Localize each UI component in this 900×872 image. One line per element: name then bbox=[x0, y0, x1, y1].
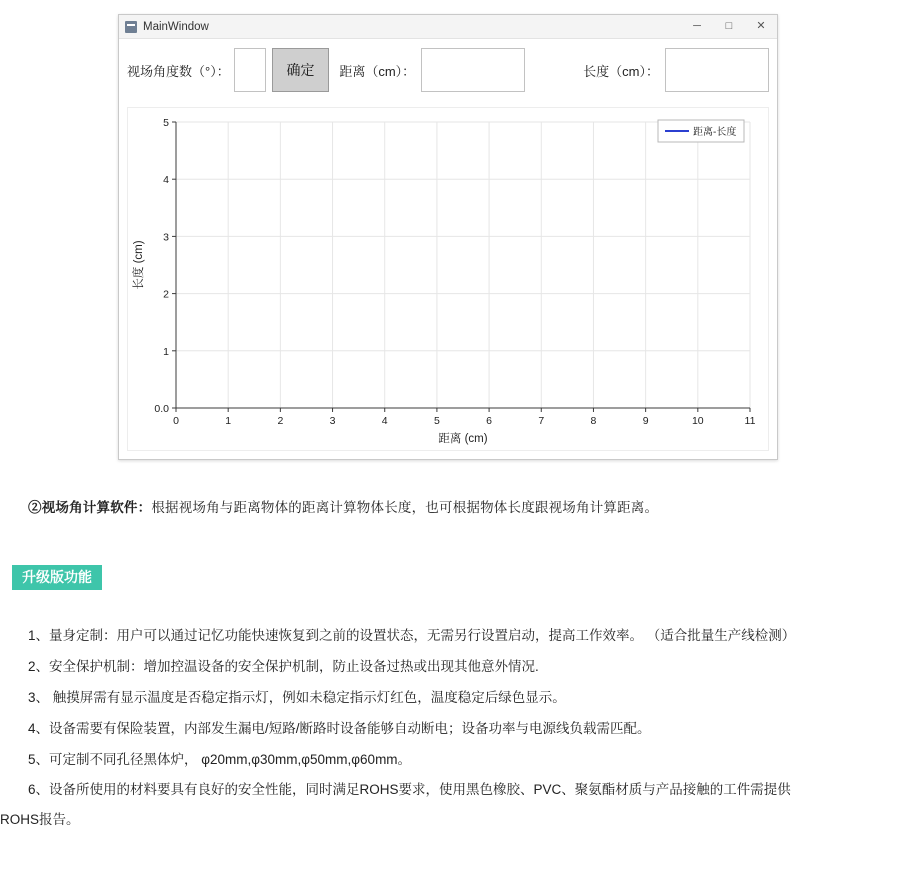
feature-list bbox=[0, 620, 900, 835]
software-caption bbox=[28, 496, 658, 516]
list-item: 4、设备需要有保险装置，内部发生漏电/短路/断路时设备能够自动断电；设备功率与电源线负载需匹配。 bbox=[28, 721, 651, 736]
chart-legend bbox=[658, 120, 744, 142]
list-item: 2、安全保护机制：增加控温设备的安全保护机制，防止设备过热或出现其他意外情况. bbox=[28, 659, 539, 674]
svg-text:8: 8 bbox=[590, 415, 597, 427]
distance-input[interactable] bbox=[421, 48, 525, 92]
list-item: 1、量身定制：用户可以通过记忆功能快速恢复到之前的设置状态，无需另行设置启动，提高工作效率。 （适合批量生产线检测） bbox=[28, 628, 796, 643]
x-axis-title: 距离 (cm) bbox=[438, 433, 488, 445]
section-badge-upgrade: 升级版功能 bbox=[12, 565, 102, 590]
app-icon bbox=[125, 21, 137, 33]
window-titlebar bbox=[119, 15, 777, 39]
window-controls bbox=[681, 15, 777, 39]
svg-text:4: 4 bbox=[163, 174, 169, 187]
confirm-button[interactable]: 确定 bbox=[272, 48, 330, 92]
svg-text:10: 10 bbox=[691, 415, 704, 427]
input-toolbar bbox=[119, 39, 777, 101]
minimize-button[interactable]: ─ bbox=[693, 20, 701, 32]
list-item-line2: ROHS报告。 bbox=[0, 812, 80, 827]
legend-label: 距离-长度 bbox=[693, 127, 737, 138]
chart-panel bbox=[127, 107, 769, 451]
close-button[interactable]: ✕ bbox=[756, 20, 766, 32]
svg-text:2: 2 bbox=[277, 415, 284, 427]
length-label: 长度（cm）： bbox=[583, 63, 659, 79]
distance-label: 距离（cm）： bbox=[339, 63, 416, 79]
list-item bbox=[0, 775, 900, 835]
window-title: MainWindow bbox=[143, 20, 209, 33]
svg-text:11: 11 bbox=[744, 415, 756, 427]
distance-length-chart bbox=[128, 108, 768, 450]
svg-text:5: 5 bbox=[163, 117, 169, 129]
list-item: 3、 触摸屏需有显示温度是否稳定指示灯，例如未稳定指示灯红色，温度稳定后绿色显示。 bbox=[28, 690, 566, 705]
svg-text:0.0: 0.0 bbox=[154, 403, 169, 415]
svg-text:1: 1 bbox=[163, 345, 169, 358]
svg-text:3: 3 bbox=[163, 231, 169, 244]
svg-text:6: 6 bbox=[486, 415, 493, 427]
app-window bbox=[118, 14, 778, 460]
svg-text:1: 1 bbox=[225, 415, 232, 427]
length-input[interactable] bbox=[665, 48, 769, 92]
svg-text:5: 5 bbox=[433, 415, 440, 427]
fov-input[interactable] bbox=[234, 48, 266, 92]
y-axis-title: 长度 (cm) bbox=[133, 240, 145, 290]
svg-text:2: 2 bbox=[163, 288, 169, 301]
svg-text:4: 4 bbox=[381, 415, 388, 427]
list-item-line1: 6、设备所使用的材料要具有良好的安全性能，同时满足ROHS要求，使用黑色橡胶、PVC、聚氨酯材质与产品接触的工件需提供 bbox=[28, 782, 791, 797]
caption-text: 根据视场角与距离物体的距离计算物体长度，也可根据物体长度跟视场角计算距离。 bbox=[151, 500, 659, 515]
caption-title: ②视场角计算软件： bbox=[28, 500, 152, 515]
fov-label: 视场角度数（°）： bbox=[127, 63, 230, 79]
svg-text:0: 0 bbox=[173, 415, 179, 427]
svg-text:7: 7 bbox=[538, 415, 545, 427]
maximize-button[interactable]: □ bbox=[725, 20, 733, 32]
list-item: 5、可定制不同孔径黑体炉， φ20mm,φ30mm,φ50mm,φ60mm。 bbox=[28, 752, 412, 767]
svg-text:9: 9 bbox=[642, 415, 649, 427]
svg-text:3: 3 bbox=[329, 415, 336, 427]
